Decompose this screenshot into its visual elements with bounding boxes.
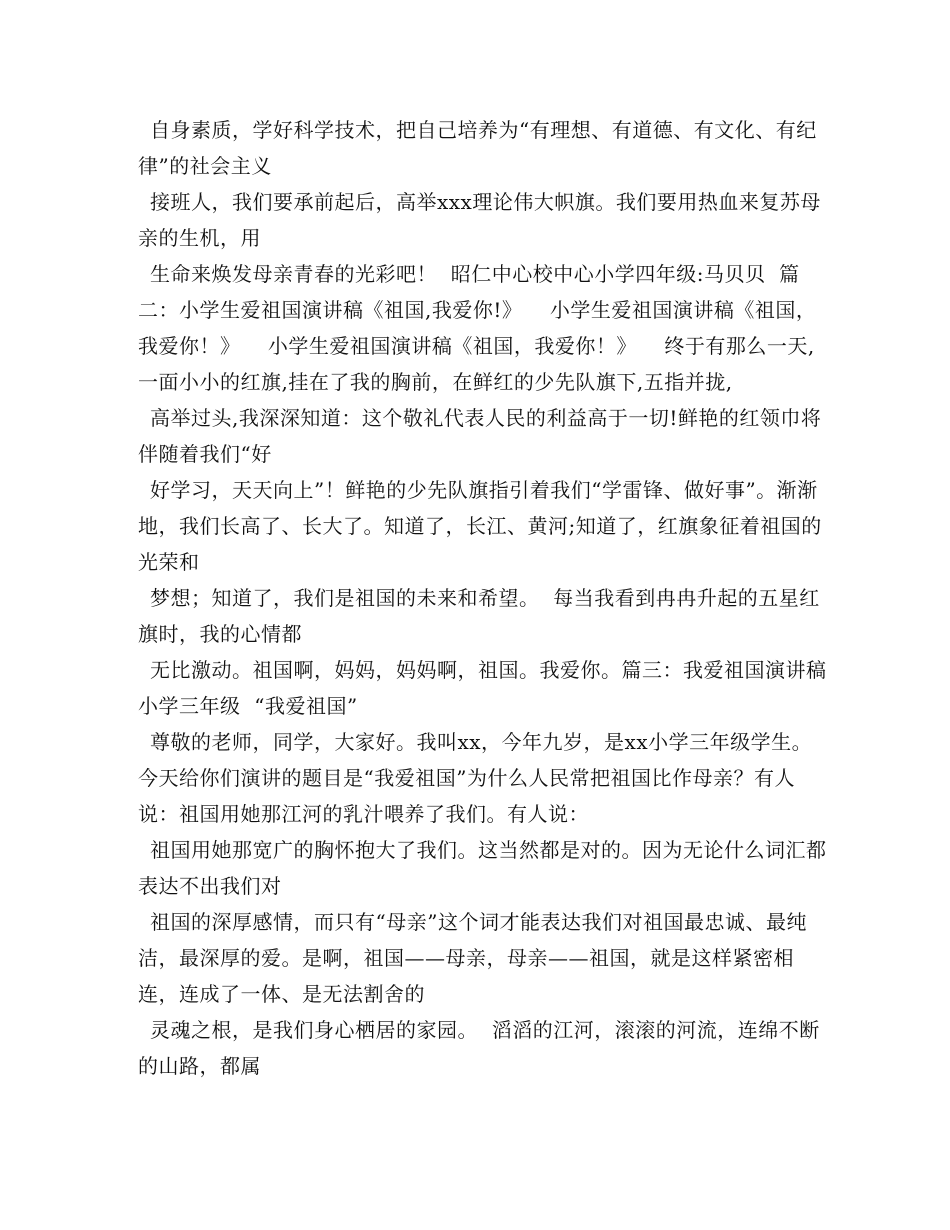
paragraph-10: 祖国的深厚感情，而只有“母亲”这个词才能表达我们对祖国最忠诚、最纯洁，最深厚的爱。是啊，祖国——母亲，母亲——祖国，就是这样紧密相连，连成了一体、是无法割舍的 — [138, 910, 807, 1006]
paragraph-1: 自身素质，学好科学技术，把自己培养为“有理想、有道德、有文化、有纪律”的社会主义 — [138, 118, 817, 178]
paragraph-11: 灵魂之根，是我们身心栖居的家园。 滔滔的江河，滚滚的河流，连绵不断的山路，都属 — [138, 1018, 820, 1078]
paragraph-8: 尊敬的老师，同学，大家好。我叫xx，今年九岁，是xx小学三年级学生。 今天给你们演讲的题目是“我爱祖国”为什么人民常把祖国比作母亲？有人说：祖国用她那江河的乳汁喂养了我们。有人说： — [138, 730, 840, 826]
paragraph-3: 生命来焕发母亲青春的光彩吧！ 昭仁中心校中心小学四年级:马贝贝 篇二：小学生爱祖国演讲稿《祖国,我爱你!》 小学生爱祖国演讲稿《祖国，我爱你！》 小学生爱祖国演讲稿《祖国，我爱你！》 终于有那么一天, 一面小小的红旗,挂在了我的胸前，在鲜红的少先队旗下,五指并拢, — [138, 262, 822, 394]
document-body — [138, 112, 840, 1084]
paragraph-5: 好学习，天天向上”！鲜艳的少先队旗指引着我们“学雷锋、做好事”。渐渐地，我们长高了、长大了。知道了，长江、黄河;知道了，红旗象征着祖国的光荣和 — [138, 478, 822, 574]
paragraph-7: 无比激动。祖国啊，妈妈，妈妈啊，祖国。我爱你。篇三：我爱祖国演讲稿小学三年级 “我爱祖国” — [138, 658, 827, 718]
paragraph-2: 接班人，我们要承前起后，高举xxx理论伟大帜旗。我们要用热血来复苏母亲的生机，用 — [138, 190, 821, 250]
paragraph-9: 祖国用她那宽广的胸怀抱大了我们。这当然都是对的。因为无论什么词汇都表达不出我们对 — [138, 838, 827, 898]
paragraph-4: 高举过头,我深深知道：这个敬礼代表人民的利益高于一切!鲜艳的红领巾将伴随着我们“好 — [138, 406, 822, 466]
paragraph-6: 梦想；知道了，我们是祖国的未来和希望。 每当我看到冉冉升起的五星红旗时，我的心情都 — [138, 586, 820, 646]
